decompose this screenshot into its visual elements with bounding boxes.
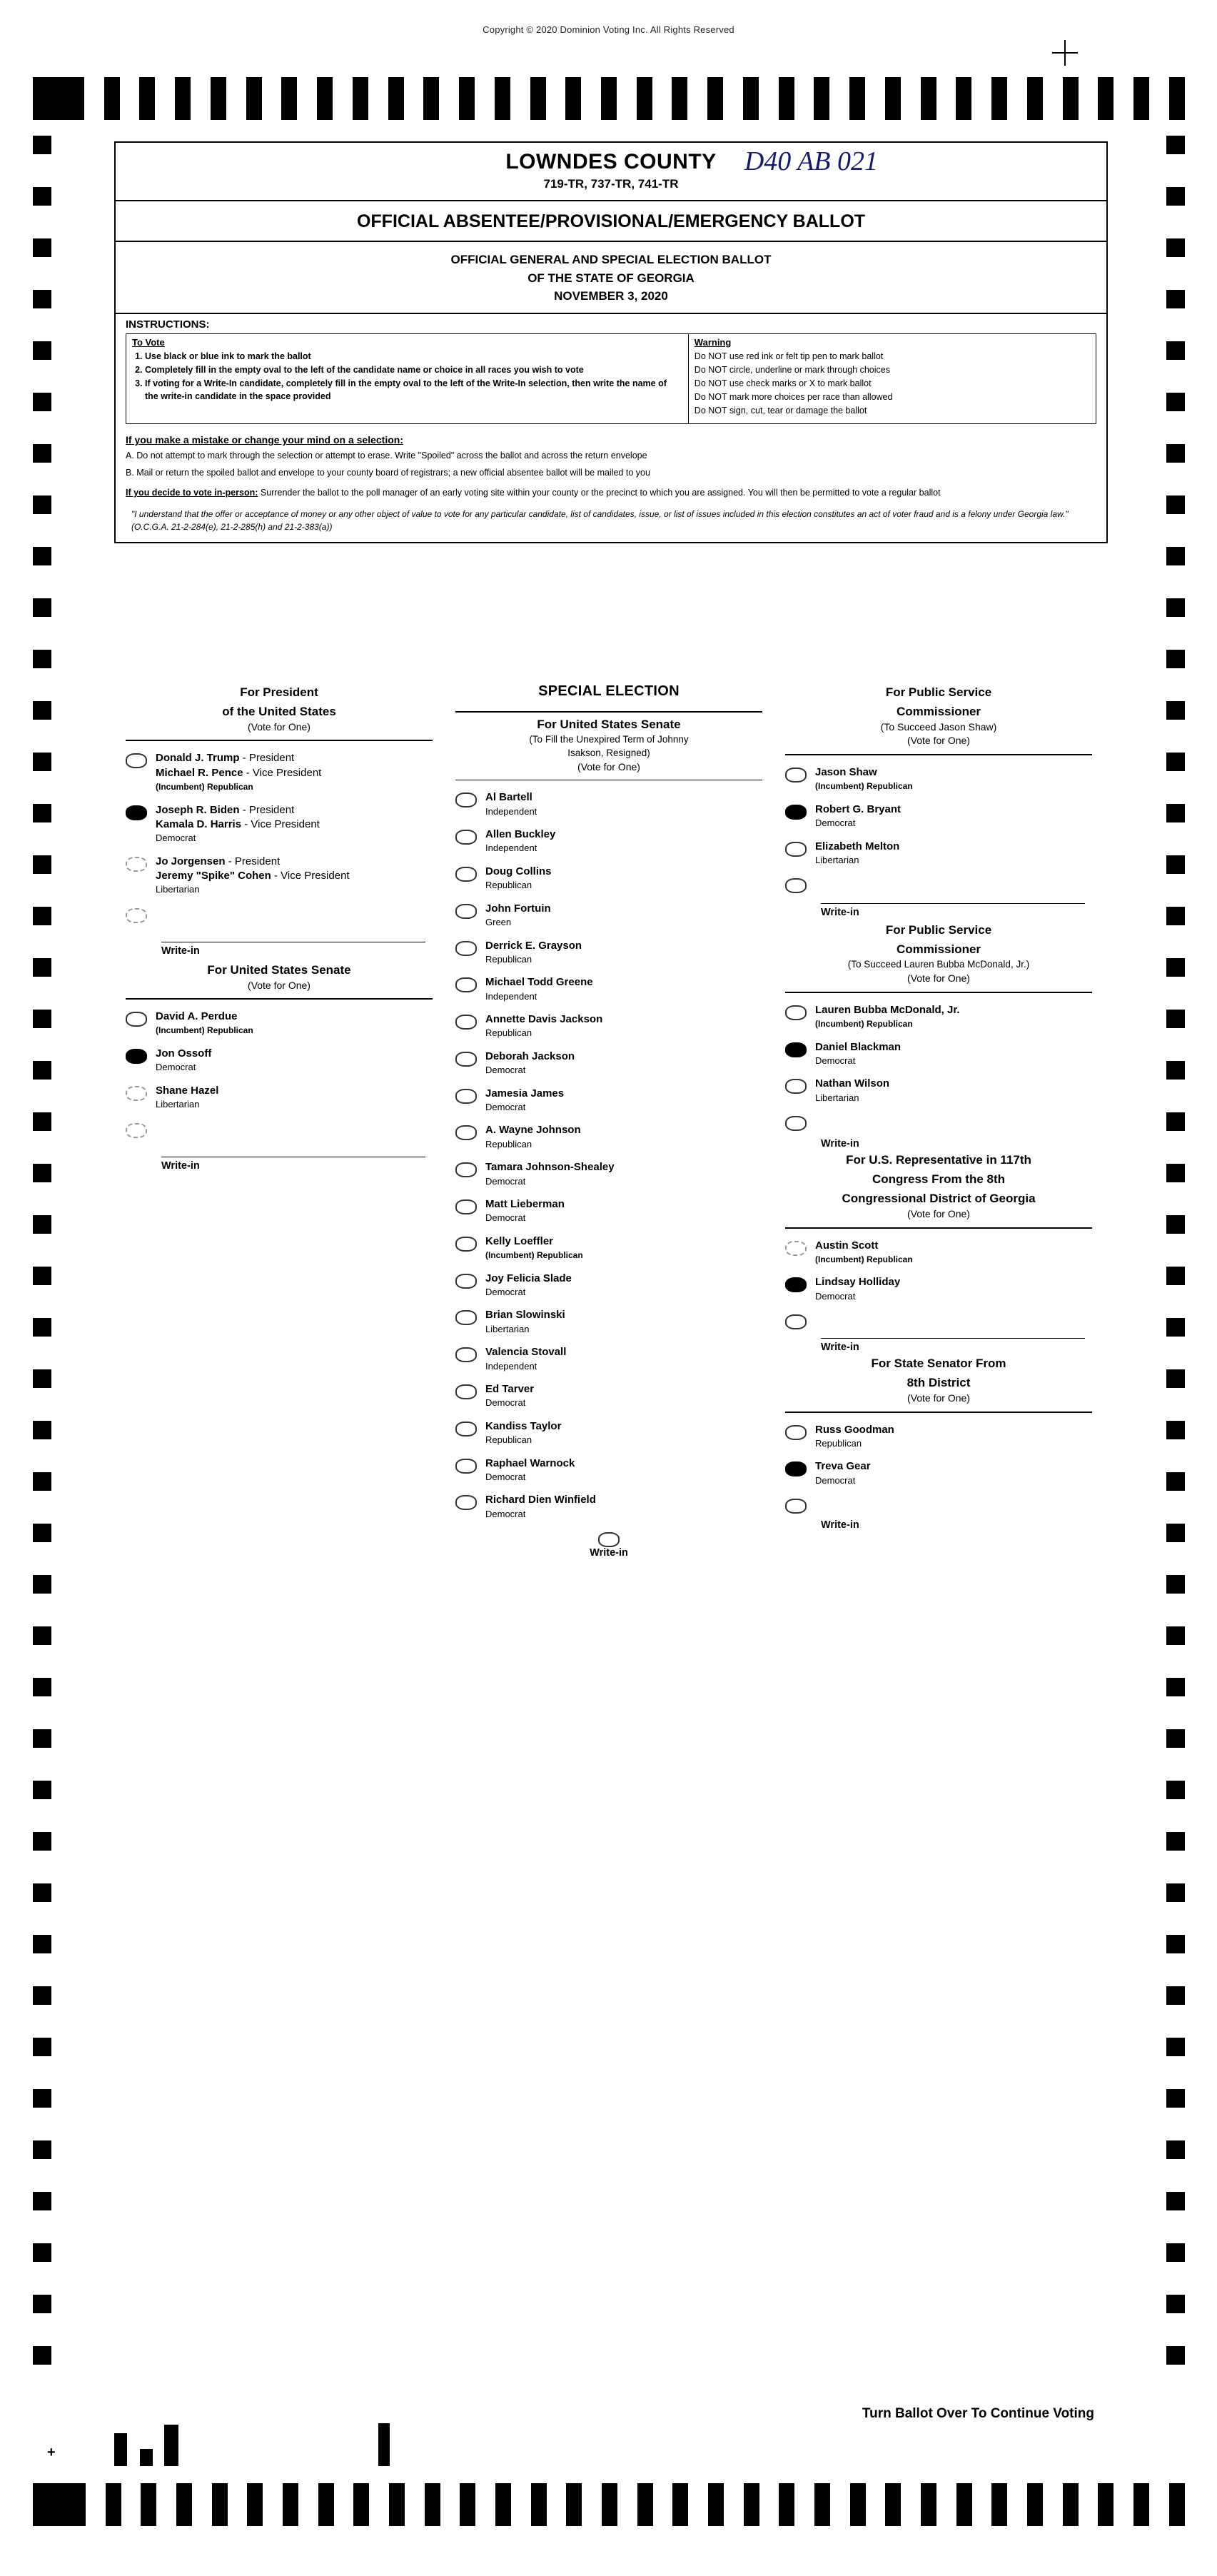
election-subtitle-line2: OF THE STATE OF GEORGIA xyxy=(527,271,695,285)
header-county-block xyxy=(116,143,1106,201)
warning-item: Do NOT sign, cut, tear or damage the ballot xyxy=(694,406,867,416)
mistake-heading: If you make a mistake or change your mind on a selection: xyxy=(126,434,403,446)
candidate-party: Independent xyxy=(485,805,537,817)
contest-subtitle-line: (To Succeed Lauren Bubba McDonald, Jr.) xyxy=(847,959,1030,970)
write-in-label: Write-in xyxy=(161,1159,200,1172)
alignment-plus-mark: + xyxy=(47,2445,56,2460)
candidate-party: Libertarian xyxy=(815,1092,859,1103)
contest-subtitle-line: Isakson, Resigned) xyxy=(567,747,650,758)
precinct-codes: 719-TR, 737-TR, 741-TR xyxy=(543,177,679,191)
candidate-name: Elizabeth Melton xyxy=(815,840,900,852)
candidate-option[interactable] xyxy=(785,765,1092,793)
contest-president xyxy=(126,685,433,957)
voter-fraud-statement: "I understand that the offer or acceptance of money or any other object of value to vote for any particular candidate, list of candidates, issue, or list of issues included in this election constitutes an act of voter fraud and is a felony under Georgia law." (O.C.G.A. 21-2-284(e), 21-2-285(h) and 21-2-383(a)) xyxy=(131,509,1069,533)
vote-oval[interactable] xyxy=(455,1199,477,1214)
vote-oval[interactable] xyxy=(455,1015,477,1030)
contest-instruction: (Vote for One) xyxy=(248,720,310,733)
candidate-name: Austin Scott xyxy=(815,1239,879,1252)
contest-title-line: Congressional District of Georgia xyxy=(842,1192,1036,1206)
contest-title-line: For President xyxy=(240,685,318,699)
copyright-notice: Copyright © 2020 Dominion Voting Inc. All Rights Reserved xyxy=(483,24,734,35)
candidate-option[interactable] xyxy=(785,840,1092,867)
in-person-instructions xyxy=(116,479,1106,499)
candidate-party: Libertarian xyxy=(156,1098,200,1110)
candidate-option[interactable] xyxy=(455,1160,762,1187)
write-in-label: Write-in xyxy=(821,907,859,919)
contest-title-line: Commissioner xyxy=(896,704,981,718)
turn-ballot-notice: Turn Ballot Over To Continue Voting xyxy=(862,2406,1094,2421)
candidate-party: Democrat xyxy=(485,1212,526,1224)
contest-subtitle-line: (To Fill the Unexpired Term of Johnny xyxy=(529,733,689,745)
candidate-party: Libertarian xyxy=(815,854,859,865)
write-in-label: Write-in xyxy=(821,1342,859,1354)
timing-marks-left xyxy=(33,136,51,2398)
candidate-name: David A. Perdue xyxy=(156,1010,238,1023)
candidate-party: Democrat xyxy=(156,832,196,844)
in-person-heading: If you decide to vote in-person: xyxy=(126,488,258,498)
contest-us-senate xyxy=(126,962,433,1172)
candidate-name: Treva Gear xyxy=(815,1460,871,1473)
vote-oval[interactable] xyxy=(785,1425,807,1440)
to-vote-item: 2. Completely fill in the empty oval to the left of the candidate name or choice in all races you wish to vote xyxy=(145,363,682,376)
candidate-role: - President xyxy=(239,803,295,816)
candidate-party: Republican xyxy=(485,1027,532,1039)
vote-oval[interactable] xyxy=(126,753,147,768)
candidate-name: Deborah Jackson xyxy=(485,1050,575,1062)
vote-oval[interactable] xyxy=(455,1310,477,1325)
column-right xyxy=(774,682,1104,1559)
vote-oval[interactable] xyxy=(785,1005,807,1020)
candidate-option[interactable] xyxy=(455,1050,762,1077)
candidate-option[interactable] xyxy=(785,1239,1092,1266)
candidate-option[interactable] xyxy=(785,1459,1092,1486)
candidate-option[interactable] xyxy=(126,855,433,896)
candidate-party: Democrat xyxy=(485,1175,526,1187)
to-vote-box xyxy=(126,333,689,425)
candidate-party: (Incumbent) Republican xyxy=(815,1019,913,1030)
contest-title-line: of the United States xyxy=(222,704,336,718)
contest-psc-shaw xyxy=(785,685,1092,918)
candidate-party: Democrat xyxy=(485,1508,526,1519)
vote-oval[interactable] xyxy=(126,1049,147,1064)
contest-title-line: 8th District xyxy=(907,1376,971,1390)
election-date: NOVEMBER 3, 2020 xyxy=(554,289,668,303)
column-middle xyxy=(444,682,774,1559)
candidate-party: Libertarian xyxy=(485,1323,530,1334)
vote-oval[interactable] xyxy=(455,904,477,919)
candidate-name: Al Bartell xyxy=(485,791,532,804)
candidate-party: Democrat xyxy=(815,817,856,829)
vote-oval[interactable] xyxy=(455,977,477,992)
contest-instruction: (Vote for One) xyxy=(907,1392,970,1404)
candidate-name: Lauren Bubba McDonald, Jr. xyxy=(815,1003,960,1016)
contest-subtitle-line: (To Succeed Jason Shaw) xyxy=(880,720,997,733)
vote-oval[interactable] xyxy=(785,1499,807,1514)
candidate-option[interactable] xyxy=(455,865,762,892)
candidate-role: - President xyxy=(225,855,281,867)
vote-oval[interactable] xyxy=(455,1422,477,1437)
candidate-option[interactable] xyxy=(455,902,762,929)
candidate-option[interactable] xyxy=(455,1272,762,1299)
election-subtitle xyxy=(116,242,1106,314)
contest-title-line: Congress From the 8th xyxy=(872,1172,1006,1187)
contest-title-line: For United States Senate xyxy=(207,962,351,977)
contest-title-line: For State Senator From xyxy=(871,1357,1006,1371)
warning-item: Do NOT circle, underline or mark through choices xyxy=(694,364,890,375)
candidate-name: Jon Ossoff xyxy=(156,1047,212,1060)
vote-oval[interactable] xyxy=(126,1123,147,1138)
candidate-name: Raphael Warnock xyxy=(485,1456,575,1469)
to-vote-heading: To Vote xyxy=(132,336,165,348)
candidate-name: Daniel Blackman xyxy=(815,1040,902,1053)
contest-instruction: (Vote for One) xyxy=(577,760,640,773)
vote-oval[interactable] xyxy=(455,1274,477,1289)
write-in-option[interactable] xyxy=(126,1121,433,1138)
candidate-name: Jo Jorgensen xyxy=(156,855,226,867)
candidate-party: Democrat xyxy=(485,1397,526,1409)
candidate-name: Annette Davis Jackson xyxy=(485,1013,603,1026)
candidate-name: Kandiss Taylor xyxy=(485,1419,562,1432)
instructions-label: INSTRUCTIONS: xyxy=(126,318,210,331)
vote-oval[interactable] xyxy=(785,768,807,783)
ballot-columns xyxy=(114,682,1105,1559)
candidate-party: Independent xyxy=(485,842,537,854)
contest-state-senator-8 xyxy=(785,1356,1092,1531)
vote-oval[interactable] xyxy=(126,1086,147,1101)
candidate-option[interactable] xyxy=(126,1010,433,1037)
write-in-line[interactable] xyxy=(821,903,1085,904)
vote-oval[interactable] xyxy=(455,1347,477,1362)
candidate-party: Democrat xyxy=(815,1474,856,1486)
contest-title-line: For Public Service xyxy=(885,923,992,937)
candidate-name: Brian Slowinski xyxy=(485,1309,565,1322)
candidate-name: Derrick E. Grayson xyxy=(485,939,582,952)
county-name: LOWNDES COUNTY xyxy=(505,150,717,173)
instructions-boxes xyxy=(116,333,1106,429)
candidate-option[interactable] xyxy=(455,790,762,817)
running-mate-role: - Vice President xyxy=(241,817,320,830)
candidate-name: Lindsay Holliday xyxy=(815,1276,901,1289)
mistake-option-a: A. Do not attempt to mark through the selection or attempt to erase. Write "Spoiled" across the ballot and across the return envelope xyxy=(126,451,647,461)
candidate-option[interactable] xyxy=(455,1419,762,1447)
candidate-party: Democrat xyxy=(156,1062,196,1073)
handwritten-annotation: D40 AB 021 xyxy=(744,146,878,176)
vote-oval[interactable] xyxy=(455,1162,477,1177)
vote-oval[interactable] xyxy=(785,805,807,820)
candidate-name: Nathan Wilson xyxy=(815,1077,890,1090)
candidate-option[interactable] xyxy=(455,1123,762,1150)
candidate-party: Independent xyxy=(485,990,537,1002)
vote-oval[interactable] xyxy=(785,842,807,857)
candidate-name: Shane Hazel xyxy=(156,1084,219,1097)
candidate-party: Republican xyxy=(485,1138,532,1149)
contest-us-house-8 xyxy=(785,1152,1092,1353)
warning-heading: Warning xyxy=(694,336,732,348)
candidate-option[interactable] xyxy=(455,1308,762,1335)
candidate-name: Robert G. Bryant xyxy=(815,803,902,815)
candidate-option[interactable] xyxy=(455,1345,762,1372)
contest-title-line: For U.S. Representative in 117th xyxy=(846,1153,1031,1167)
candidate-party: Democrat xyxy=(815,1290,856,1302)
candidate-option[interactable] xyxy=(455,1197,762,1224)
candidate-party: (Incumbent) Republican xyxy=(815,781,913,792)
running-mate-name: Michael R. Pence xyxy=(156,766,243,779)
vote-oval[interactable] xyxy=(455,1125,477,1140)
candidate-name: Allen Buckley xyxy=(485,828,556,841)
candidate-party: Libertarian xyxy=(156,884,200,895)
candidate-name: Jason Shaw xyxy=(815,766,877,779)
vote-oval[interactable] xyxy=(785,1116,807,1131)
candidate-option[interactable] xyxy=(126,803,433,845)
running-mate-role: - Vice President xyxy=(243,766,322,779)
running-mate-name: Kamala D. Harris xyxy=(156,817,242,830)
candidate-option[interactable] xyxy=(455,975,762,1002)
vote-oval[interactable] xyxy=(455,830,477,845)
vote-oval[interactable] xyxy=(785,1079,807,1094)
candidate-party: Republican xyxy=(485,953,532,965)
candidate-name: Doug Collins xyxy=(485,865,552,877)
vote-oval[interactable] xyxy=(455,1089,477,1104)
candidate-party: Republican xyxy=(485,880,532,891)
candidate-name: Matt Lieberman xyxy=(485,1198,565,1211)
candidate-option[interactable] xyxy=(785,1077,1092,1104)
vote-oval[interactable] xyxy=(785,1042,807,1057)
candidate-name: Michael Todd Greene xyxy=(485,976,593,989)
candidate-option[interactable] xyxy=(785,1423,1092,1450)
candidate-party: (Incumbent) Republican xyxy=(156,781,253,792)
candidate-name: Valencia Stovall xyxy=(485,1346,567,1359)
warning-item: Do NOT use check marks or X to mark ballot xyxy=(694,378,872,388)
timing-marks-bottom xyxy=(33,2483,1185,2526)
vote-oval[interactable] xyxy=(785,1461,807,1476)
candidate-name: John Fortuin xyxy=(485,902,551,915)
column-left xyxy=(114,682,444,1559)
candidate-name: A. Wayne Johnson xyxy=(485,1124,581,1137)
vote-oval[interactable] xyxy=(455,1384,477,1399)
vote-oval[interactable] xyxy=(455,941,477,956)
mistake-instructions xyxy=(116,428,1106,479)
candidate-option[interactable] xyxy=(126,1084,433,1111)
write-in-option[interactable] xyxy=(126,906,433,923)
candidate-party: Independent xyxy=(485,1360,537,1372)
vote-oval[interactable] xyxy=(455,793,477,807)
candidate-option[interactable] xyxy=(455,1456,762,1484)
write-in-label: Write-in xyxy=(161,945,200,957)
vote-oval[interactable] xyxy=(455,867,477,882)
candidate-option[interactable] xyxy=(785,1040,1092,1067)
candidate-option[interactable] xyxy=(455,1234,762,1262)
candidate-option[interactable] xyxy=(455,1382,762,1409)
candidate-name: Joseph R. Biden xyxy=(156,803,240,816)
write-in-option[interactable] xyxy=(785,1496,1092,1514)
vote-oval[interactable] xyxy=(455,1459,477,1474)
write-in-option[interactable] xyxy=(785,876,1092,893)
timing-marks-top xyxy=(33,77,1185,120)
candidate-option[interactable] xyxy=(455,1012,762,1040)
write-in-line[interactable] xyxy=(821,1338,1085,1339)
vote-oval[interactable] xyxy=(785,1241,807,1256)
write-in-option[interactable] xyxy=(785,1312,1092,1329)
vote-oval[interactable] xyxy=(455,1495,477,1510)
running-mate-name: Jeremy "Spike" Cohen xyxy=(156,869,271,882)
warning-item: Do NOT mark more choices per race than allowed xyxy=(694,391,893,402)
contest-psc-mcdonald xyxy=(785,922,1092,1149)
candidate-name: Ed Tarver xyxy=(485,1383,535,1396)
candidate-party: Democrat xyxy=(485,1286,526,1297)
timing-marks-right xyxy=(1166,136,1185,2398)
alignment-x-mark: x xyxy=(384,2442,389,2452)
candidate-party: (Incumbent) Republican xyxy=(815,1254,913,1264)
vote-oval[interactable] xyxy=(785,1314,807,1329)
candidate-option[interactable] xyxy=(455,939,762,966)
contest-title-line: For Public Service xyxy=(885,685,992,699)
vote-oval[interactable] xyxy=(455,1052,477,1067)
candidate-party: Democrat xyxy=(485,1471,526,1482)
candidate-name: Jamesia James xyxy=(485,1087,565,1100)
candidate-option[interactable] xyxy=(785,803,1092,830)
vote-oval[interactable] xyxy=(126,908,147,923)
candidate-name: Russ Goodman xyxy=(815,1423,894,1436)
contest-instruction: (Vote for One) xyxy=(248,979,310,991)
candidate-option[interactable] xyxy=(455,827,762,855)
ballot-id-marks xyxy=(71,2405,500,2466)
candidate-option[interactable] xyxy=(455,1493,762,1520)
vote-oval[interactable] xyxy=(126,857,147,872)
write-in-label: Write-in xyxy=(821,1519,859,1531)
candidate-party: Democrat xyxy=(815,1055,856,1066)
candidate-option[interactable] xyxy=(455,1087,762,1114)
candidate-role: - President xyxy=(239,752,295,765)
vote-oval[interactable] xyxy=(126,805,147,820)
candidate-name: Richard Dien Winfield xyxy=(485,1494,596,1506)
candidate-party: Republican xyxy=(815,1437,862,1449)
contest-instruction: (Vote for One) xyxy=(907,972,970,985)
vote-oval[interactable] xyxy=(598,1532,620,1547)
vote-oval[interactable] xyxy=(126,1012,147,1027)
to-vote-item: 1. Use black or blue ink to mark the ballot xyxy=(145,350,682,363)
special-election-banner: SPECIAL ELECTION xyxy=(538,683,680,699)
ballot-header xyxy=(114,141,1108,543)
warning-box xyxy=(689,333,1096,425)
contest-title-line: For United States Senate xyxy=(537,718,681,731)
candidate-party: (Incumbent) Republican xyxy=(485,1250,583,1261)
candidate-name: Donald J. Trump xyxy=(156,752,240,765)
candidate-party: (Incumbent) Republican xyxy=(156,1025,253,1036)
candidate-name: Joy Felicia Slade xyxy=(485,1272,572,1284)
in-person-text: Surrender the ballot to the poll manager of an early voting site within your county or the precinct to which you are assigned. You will then be permitted to vote a regular ballot xyxy=(258,488,941,498)
write-in-option[interactable] xyxy=(455,1530,762,1547)
election-subtitle-line1: OFFICIAL GENERAL AND SPECIAL ELECTION BALLOT xyxy=(450,253,772,266)
candidate-option[interactable] xyxy=(785,1003,1092,1030)
candidate-option[interactable] xyxy=(785,1275,1092,1302)
vote-oval[interactable] xyxy=(455,1237,477,1252)
contest-title-line: Commissioner xyxy=(896,942,981,957)
mistake-option-b: B. Mail or return the spoiled ballot and envelope to your county board of registrars; a new official absentee ballot will be mailed to you xyxy=(126,467,650,478)
contest-instruction: (Vote for One) xyxy=(907,1208,970,1220)
write-in-label: Write-in xyxy=(821,1138,859,1150)
warning-item: Do NOT use red ink or felt tip pen to mark ballot xyxy=(694,351,884,361)
candidate-name: Tamara Johnson-Shealey xyxy=(485,1161,615,1174)
candidate-option[interactable] xyxy=(126,751,433,793)
registration-mark-icon xyxy=(1052,40,1078,66)
contest-instruction: (Vote for One) xyxy=(907,735,970,747)
running-mate-role: - Vice President xyxy=(271,869,350,882)
to-vote-item: 3. If voting for a Write-In candidate, completely fill in the empty oval to the left of the Write-In selection, then write the name of the write-in candidate in the space provided xyxy=(145,377,682,403)
vote-oval[interactable] xyxy=(785,878,807,893)
write-in-option[interactable] xyxy=(785,1114,1092,1131)
candidate-party: Democrat xyxy=(485,1065,526,1076)
candidate-party: Democrat xyxy=(485,1101,526,1112)
candidate-name: Kelly Loeffler xyxy=(485,1234,554,1247)
ballot-type-title: OFFICIAL ABSENTEE/PROVISIONAL/EMERGENCY BALLOT xyxy=(116,201,1106,242)
vote-oval[interactable] xyxy=(785,1277,807,1292)
candidate-party: Green xyxy=(485,916,512,927)
candidate-party: Republican xyxy=(485,1434,532,1446)
write-in-label: Write-in xyxy=(590,1547,628,1559)
candidate-option[interactable] xyxy=(126,1047,433,1074)
